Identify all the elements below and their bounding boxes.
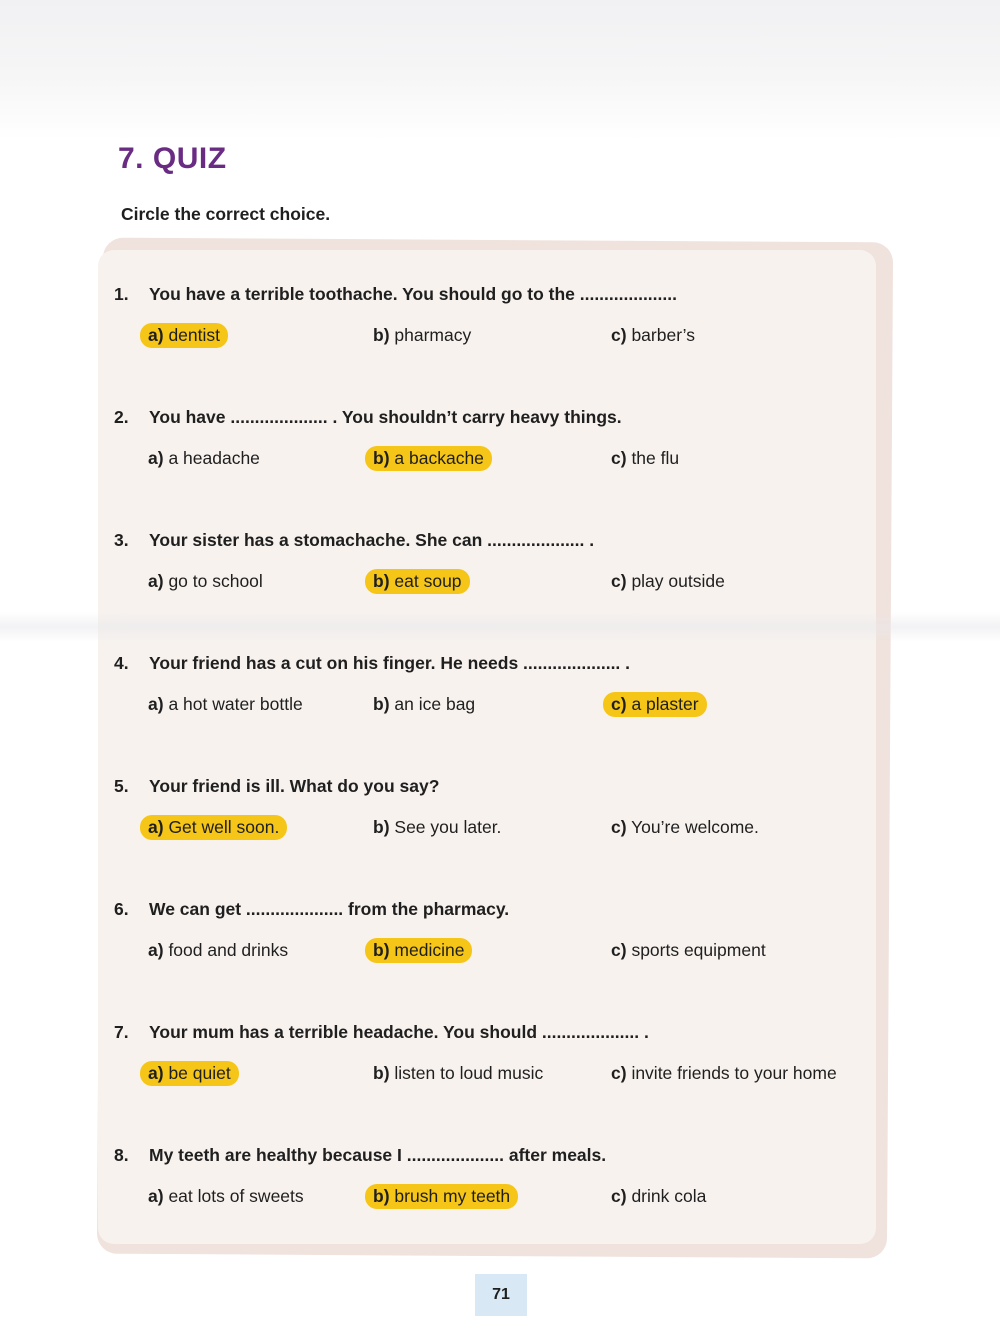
question-8: 8. My teeth are healthy because I .................... after meals. [114,1145,607,1165]
page-top-shadow [0,0,1000,140]
question-4-option-b[interactable]: b) an ice bag [373,694,476,714]
question-1-option-b[interactable]: b) pharmacy [373,325,472,345]
question-5-option-c[interactable]: c) You’re welcome. [611,817,759,837]
page-number: 71 [475,1274,527,1316]
question-6-option-b[interactable]: b) medicine [365,938,472,963]
question-4-option-c[interactable]: c) a plaster [603,692,707,717]
question-4: 4. Your friend has a cut on his finger. He needs .................... . [114,653,631,673]
question-2-option-b[interactable]: b) a backache [365,446,492,471]
question-6-option-a[interactable]: a) food and drinks [148,940,289,960]
quiz-panel [98,250,876,1244]
question-8-option-b[interactable]: b) brush my teeth [365,1184,518,1209]
question-5-option-a[interactable]: a) Get well soon. [140,815,287,840]
question-2: 2. You have .................... . You shouldn’t carry heavy things. [114,407,622,427]
question-5-option-b[interactable]: b) See you later. [373,817,502,837]
question-1-option-a[interactable]: a) dentist [140,323,228,348]
question-7-option-b[interactable]: b) listen to loud music [373,1063,544,1083]
question-6-option-c[interactable]: c) sports equipment [611,940,766,960]
question-1: 1. You have a terrible toothache. You should go to the .................... [114,284,677,304]
question-3-option-a[interactable]: a) go to school [148,571,263,591]
quiz-title: 7. QUIZ [118,142,227,175]
question-5: 5. Your friend is ill. What do you say? [114,776,440,796]
question-1-option-c[interactable]: c) barber’s [611,325,695,345]
question-2-option-c[interactable]: c) the flu [611,448,680,468]
question-2-option-a[interactable]: a) a headache [148,448,260,468]
question-7: 7. Your mum has a terrible headache. You should .................... . [114,1022,649,1042]
instruction-text: Circle the correct choice. [121,204,331,224]
question-3-option-b[interactable]: b) eat soup [365,569,470,594]
question-8-option-a[interactable]: a) eat lots of sweets [148,1186,304,1206]
question-3-option-c[interactable]: c) play outside [611,571,725,591]
question-6: 6. We can get .................... from the pharmacy. [114,899,510,919]
question-8-option-c[interactable]: c) drink cola [611,1186,707,1206]
question-3: 3. Your sister has a stomachache. She can .................... . [114,530,595,550]
question-7-option-a[interactable]: a) be quiet [140,1061,239,1086]
question-7-option-c[interactable]: c) invite friends to your home [611,1063,837,1083]
question-4-option-a[interactable]: a) a hot water bottle [148,694,303,714]
